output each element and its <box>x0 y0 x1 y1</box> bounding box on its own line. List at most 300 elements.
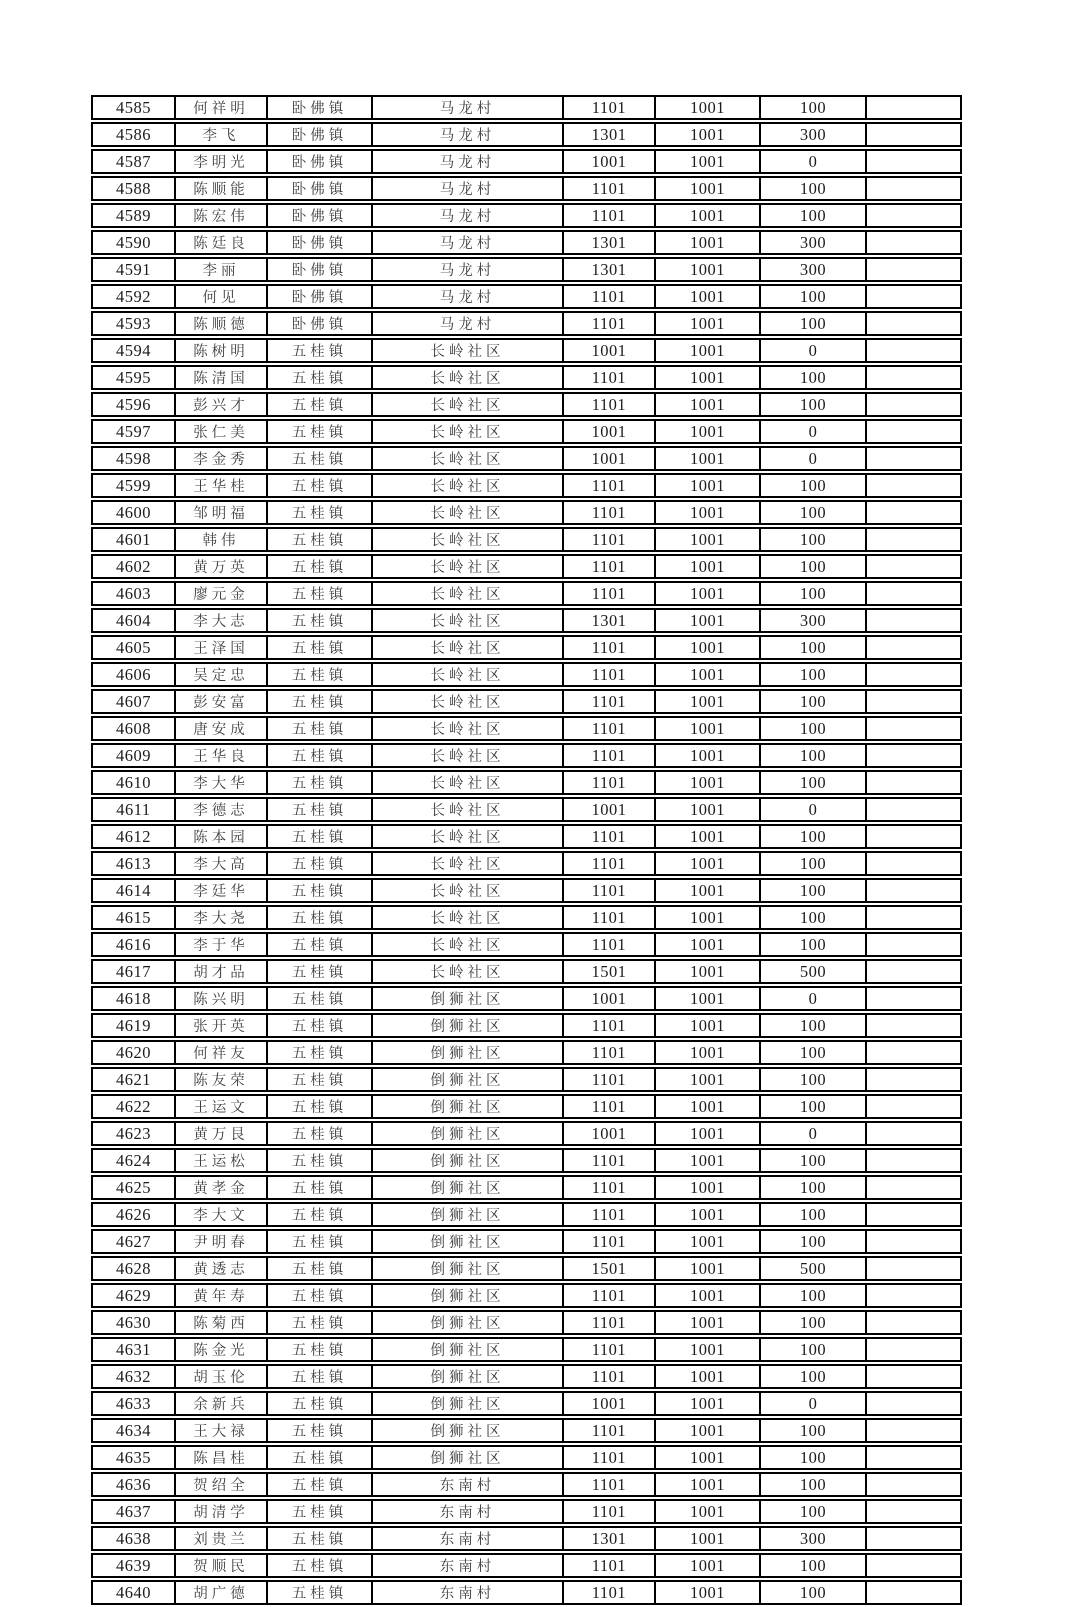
cell-town: 五桂镇 <box>267 554 372 579</box>
table-row <box>91 959 962 984</box>
cell-village: 马龙村 <box>372 284 563 309</box>
cell-note-empty <box>866 203 962 228</box>
cell-person-name: 刘贵兰 <box>175 1526 267 1551</box>
cell-amount-1: 1101 <box>563 1553 655 1578</box>
cell-record-id: 4631 <box>91 1337 175 1362</box>
cell-record-id: 4603 <box>91 581 175 606</box>
cell-record-id: 4593 <box>91 311 175 336</box>
cell-amount-2: 1001 <box>655 338 760 363</box>
cell-town: 五桂镇 <box>267 1553 372 1578</box>
cell-town: 五桂镇 <box>267 635 372 660</box>
cell-note-empty <box>866 770 962 795</box>
cell-amount-3: 100 <box>760 743 866 768</box>
cell-person-name: 王运文 <box>175 1094 267 1119</box>
cell-record-id: 4623 <box>91 1121 175 1146</box>
cell-record-id: 4620 <box>91 1040 175 1065</box>
cell-amount-1: 1301 <box>563 608 655 633</box>
cell-amount-2: 1001 <box>655 1013 760 1038</box>
cell-town: 五桂镇 <box>267 986 372 1011</box>
cell-amount-2: 1001 <box>655 419 760 444</box>
cell-amount-3: 100 <box>760 932 866 957</box>
table-row <box>91 797 962 822</box>
cell-town: 五桂镇 <box>267 1013 372 1038</box>
cell-amount-2: 1001 <box>655 1499 760 1524</box>
cell-amount-1: 1101 <box>563 824 655 849</box>
cell-amount-3: 0 <box>760 1121 866 1146</box>
table-row <box>91 1121 962 1146</box>
cell-person-name: 胡广德 <box>175 1580 267 1605</box>
cell-village: 马龙村 <box>372 311 563 336</box>
table-row <box>91 176 962 201</box>
cell-village: 长岭社区 <box>372 527 563 552</box>
table-row <box>91 1256 962 1281</box>
cell-amount-1: 1101 <box>563 1499 655 1524</box>
cell-town: 五桂镇 <box>267 1148 372 1173</box>
cell-amount-1: 1101 <box>563 473 655 498</box>
table-row <box>91 770 962 795</box>
cell-person-name: 王泽国 <box>175 635 267 660</box>
cell-amount-1: 1501 <box>563 959 655 984</box>
cell-note-empty <box>866 419 962 444</box>
cell-record-id: 4588 <box>91 176 175 201</box>
cell-amount-2: 1001 <box>655 770 760 795</box>
cell-person-name: 廖元金 <box>175 581 267 606</box>
cell-amount-3: 100 <box>760 1013 866 1038</box>
cell-amount-2: 1001 <box>655 1580 760 1605</box>
cell-amount-1: 1101 <box>563 1445 655 1470</box>
cell-amount-2: 1001 <box>655 149 760 174</box>
cell-amount-1: 1101 <box>563 716 655 741</box>
cell-record-id: 4591 <box>91 257 175 282</box>
cell-note-empty <box>866 1067 962 1092</box>
cell-amount-2: 1001 <box>655 203 760 228</box>
table-row <box>91 392 962 417</box>
cell-record-id: 4632 <box>91 1364 175 1389</box>
cell-record-id: 4589 <box>91 203 175 228</box>
cell-amount-1: 1101 <box>563 878 655 903</box>
cell-village: 倒狮社区 <box>372 1418 563 1443</box>
cell-amount-2: 1001 <box>655 986 760 1011</box>
cell-amount-1: 1101 <box>563 851 655 876</box>
table-row <box>91 149 962 174</box>
cell-note-empty <box>866 284 962 309</box>
cell-amount-2: 1001 <box>655 662 760 687</box>
cell-amount-1: 1101 <box>563 365 655 390</box>
cell-note-empty <box>866 986 962 1011</box>
cell-village: 长岭社区 <box>372 824 563 849</box>
cell-village: 倒狮社区 <box>372 1337 563 1362</box>
cell-village: 倒狮社区 <box>372 986 563 1011</box>
cell-town: 五桂镇 <box>267 1040 372 1065</box>
cell-village: 东南村 <box>372 1526 563 1551</box>
cell-amount-2: 1001 <box>655 1148 760 1173</box>
cell-town: 五桂镇 <box>267 1580 372 1605</box>
cell-amount-2: 1001 <box>655 1526 760 1551</box>
cell-person-name: 何见 <box>175 284 267 309</box>
cell-village: 马龙村 <box>372 149 563 174</box>
cell-amount-3: 300 <box>760 122 866 147</box>
cell-note-empty <box>866 1121 962 1146</box>
cell-amount-1: 1001 <box>563 149 655 174</box>
cell-village: 倒狮社区 <box>372 1067 563 1092</box>
cell-amount-2: 1001 <box>655 230 760 255</box>
cell-amount-1: 1101 <box>563 203 655 228</box>
cell-town: 五桂镇 <box>267 1418 372 1443</box>
cell-amount-1: 1101 <box>563 1040 655 1065</box>
cell-village: 长岭社区 <box>372 365 563 390</box>
cell-amount-2: 1001 <box>655 905 760 930</box>
table-row <box>91 203 962 228</box>
cell-note-empty <box>866 1580 962 1605</box>
cell-amount-1: 1001 <box>563 1391 655 1416</box>
cell-amount-1: 1101 <box>563 554 655 579</box>
cell-record-id: 4586 <box>91 122 175 147</box>
cell-note-empty <box>866 1526 962 1551</box>
cell-amount-3: 100 <box>760 1445 866 1470</box>
table-row <box>91 1472 962 1497</box>
cell-amount-3: 0 <box>760 149 866 174</box>
cell-town: 五桂镇 <box>267 770 372 795</box>
cell-town: 卧佛镇 <box>267 203 372 228</box>
cell-amount-2: 1001 <box>655 527 760 552</box>
cell-amount-3: 0 <box>760 446 866 471</box>
cell-note-empty <box>866 1337 962 1362</box>
cell-person-name: 余新兵 <box>175 1391 267 1416</box>
cell-note-empty <box>866 1175 962 1200</box>
cell-amount-3: 300 <box>760 257 866 282</box>
table-row <box>91 500 962 525</box>
cell-amount-3: 100 <box>760 878 866 903</box>
cell-town: 卧佛镇 <box>267 230 372 255</box>
cell-note-empty <box>866 338 962 363</box>
cell-amount-2: 1001 <box>655 1175 760 1200</box>
table-row <box>91 1283 962 1308</box>
cell-town: 五桂镇 <box>267 581 372 606</box>
cell-amount-1: 1101 <box>563 662 655 687</box>
cell-amount-2: 1001 <box>655 473 760 498</box>
table-row <box>91 1526 962 1551</box>
cell-amount-3: 100 <box>760 662 866 687</box>
cell-amount-1: 1001 <box>563 1121 655 1146</box>
cell-person-name: 李飞 <box>175 122 267 147</box>
cell-person-name: 唐安成 <box>175 716 267 741</box>
cell-amount-3: 500 <box>760 959 866 984</box>
cell-amount-3: 100 <box>760 1229 866 1254</box>
cell-person-name: 陈廷良 <box>175 230 267 255</box>
cell-town: 卧佛镇 <box>267 176 372 201</box>
cell-person-name: 李金秀 <box>175 446 267 471</box>
cell-amount-3: 100 <box>760 851 866 876</box>
cell-amount-1: 1101 <box>563 95 655 120</box>
cell-person-name: 陈友荣 <box>175 1067 267 1092</box>
cell-person-name: 陈本园 <box>175 824 267 849</box>
cell-town: 五桂镇 <box>267 1121 372 1146</box>
cell-town: 五桂镇 <box>267 1472 372 1497</box>
cell-note-empty <box>866 581 962 606</box>
cell-village: 长岭社区 <box>372 959 563 984</box>
table-row <box>91 1580 962 1605</box>
table-row <box>91 122 962 147</box>
cell-amount-2: 1001 <box>655 608 760 633</box>
cell-person-name: 吴定忠 <box>175 662 267 687</box>
cell-town: 五桂镇 <box>267 1094 372 1119</box>
cell-amount-1: 1101 <box>563 1094 655 1119</box>
cell-amount-2: 1001 <box>655 851 760 876</box>
cell-town: 五桂镇 <box>267 338 372 363</box>
cell-amount-1: 1101 <box>563 527 655 552</box>
cell-amount-2: 1001 <box>655 1445 760 1470</box>
cell-amount-1: 1101 <box>563 1283 655 1308</box>
cell-amount-2: 1001 <box>655 878 760 903</box>
cell-note-empty <box>866 932 962 957</box>
table-row <box>91 311 962 336</box>
cell-note-empty <box>866 365 962 390</box>
cell-note-empty <box>866 122 962 147</box>
cell-person-name: 李大高 <box>175 851 267 876</box>
cell-village: 长岭社区 <box>372 446 563 471</box>
cell-person-name: 何祥友 <box>175 1040 267 1065</box>
cell-village: 倒狮社区 <box>372 1202 563 1227</box>
cell-person-name: 陈顺能 <box>175 176 267 201</box>
cell-note-empty <box>866 1229 962 1254</box>
cell-amount-2: 1001 <box>655 959 760 984</box>
cell-amount-3: 300 <box>760 230 866 255</box>
cell-person-name: 胡清学 <box>175 1499 267 1524</box>
cell-record-id: 4607 <box>91 689 175 714</box>
table-row <box>91 878 962 903</box>
cell-amount-1: 1101 <box>563 905 655 930</box>
cell-amount-3: 100 <box>760 1283 866 1308</box>
cell-note-empty <box>866 662 962 687</box>
cell-note-empty <box>866 1499 962 1524</box>
cell-amount-1: 1101 <box>563 1364 655 1389</box>
cell-amount-3: 100 <box>760 392 866 417</box>
table-row <box>91 1202 962 1227</box>
cell-town: 五桂镇 <box>267 527 372 552</box>
cell-town: 五桂镇 <box>267 473 372 498</box>
cell-village: 长岭社区 <box>372 716 563 741</box>
cell-town: 五桂镇 <box>267 1337 372 1362</box>
cell-note-empty <box>866 851 962 876</box>
cell-amount-1: 1101 <box>563 932 655 957</box>
cell-person-name: 李丽 <box>175 257 267 282</box>
cell-amount-2: 1001 <box>655 1094 760 1119</box>
cell-person-name: 王大禄 <box>175 1418 267 1443</box>
table-row <box>91 527 962 552</box>
cell-village: 倒狮社区 <box>372 1445 563 1470</box>
cell-village: 倒狮社区 <box>372 1148 563 1173</box>
table-row <box>91 743 962 768</box>
cell-village: 东南村 <box>372 1472 563 1497</box>
cell-note-empty <box>866 473 962 498</box>
cell-record-id: 4628 <box>91 1256 175 1281</box>
table-row <box>91 1391 962 1416</box>
cell-person-name: 彭安富 <box>175 689 267 714</box>
cell-town: 五桂镇 <box>267 716 372 741</box>
cell-amount-1: 1101 <box>563 1067 655 1092</box>
table-row <box>91 554 962 579</box>
cell-record-id: 4639 <box>91 1553 175 1578</box>
cell-note-empty <box>866 878 962 903</box>
cell-record-id: 4624 <box>91 1148 175 1173</box>
cell-person-name: 尹明春 <box>175 1229 267 1254</box>
table-row <box>91 338 962 363</box>
cell-village: 东南村 <box>372 1580 563 1605</box>
cell-amount-1: 1101 <box>563 1418 655 1443</box>
cell-amount-2: 1001 <box>655 581 760 606</box>
cell-note-empty <box>866 1310 962 1335</box>
cell-amount-3: 100 <box>760 527 866 552</box>
table-row <box>91 419 962 444</box>
cell-village: 倒狮社区 <box>372 1040 563 1065</box>
cell-amount-1: 1101 <box>563 1148 655 1173</box>
table-row <box>91 1229 962 1254</box>
cell-record-id: 4625 <box>91 1175 175 1200</box>
cell-amount-3: 100 <box>760 500 866 525</box>
cell-amount-1: 1101 <box>563 500 655 525</box>
cell-record-id: 4611 <box>91 797 175 822</box>
cell-amount-2: 1001 <box>655 1067 760 1092</box>
cell-note-empty <box>866 1364 962 1389</box>
cell-town: 五桂镇 <box>267 608 372 633</box>
cell-record-id: 4601 <box>91 527 175 552</box>
cell-village: 长岭社区 <box>372 851 563 876</box>
cell-village: 长岭社区 <box>372 581 563 606</box>
cell-person-name: 韩伟 <box>175 527 267 552</box>
cell-village: 长岭社区 <box>372 392 563 417</box>
table-row <box>91 1310 962 1335</box>
cell-town: 卧佛镇 <box>267 95 372 120</box>
cell-note-empty <box>866 527 962 552</box>
cell-record-id: 4612 <box>91 824 175 849</box>
cell-amount-2: 1001 <box>655 1472 760 1497</box>
cell-amount-1: 1101 <box>563 311 655 336</box>
cell-town: 五桂镇 <box>267 878 372 903</box>
cell-town: 五桂镇 <box>267 1445 372 1470</box>
cell-amount-2: 1001 <box>655 1391 760 1416</box>
cell-amount-1: 1301 <box>563 122 655 147</box>
cell-note-empty <box>866 500 962 525</box>
cell-record-id: 4600 <box>91 500 175 525</box>
cell-record-id: 4596 <box>91 392 175 417</box>
cell-amount-1: 1001 <box>563 338 655 363</box>
cell-amount-3: 100 <box>760 1067 866 1092</box>
cell-record-id: 4599 <box>91 473 175 498</box>
cell-record-id: 4602 <box>91 554 175 579</box>
cell-town: 五桂镇 <box>267 824 372 849</box>
cell-amount-3: 100 <box>760 1337 866 1362</box>
cell-amount-1: 1101 <box>563 284 655 309</box>
cell-amount-2: 1001 <box>655 95 760 120</box>
cell-note-empty <box>866 311 962 336</box>
cell-person-name: 黄孝金 <box>175 1175 267 1200</box>
cell-person-name: 黄万艮 <box>175 1121 267 1146</box>
table-row <box>91 95 962 120</box>
cell-amount-1: 1101 <box>563 1472 655 1497</box>
table-row <box>91 1553 962 1578</box>
cell-village: 长岭社区 <box>372 554 563 579</box>
table-row <box>91 473 962 498</box>
cell-amount-2: 1001 <box>655 122 760 147</box>
cell-record-id: 4587 <box>91 149 175 174</box>
cell-amount-1: 1001 <box>563 797 655 822</box>
cell-note-empty <box>866 1553 962 1578</box>
cell-record-id: 4598 <box>91 446 175 471</box>
cell-village: 倒狮社区 <box>372 1229 563 1254</box>
cell-village: 倒狮社区 <box>372 1256 563 1281</box>
cell-amount-3: 100 <box>760 1472 866 1497</box>
cell-person-name: 李大华 <box>175 770 267 795</box>
cell-village: 倒狮社区 <box>372 1121 563 1146</box>
table-row <box>91 1094 962 1119</box>
cell-record-id: 4595 <box>91 365 175 390</box>
cell-town: 五桂镇 <box>267 1175 372 1200</box>
cell-town: 五桂镇 <box>267 932 372 957</box>
cell-town: 五桂镇 <box>267 689 372 714</box>
cell-town: 五桂镇 <box>267 392 372 417</box>
cell-person-name: 李廷华 <box>175 878 267 903</box>
cell-town: 五桂镇 <box>267 1283 372 1308</box>
table-row <box>91 365 962 390</box>
cell-town: 卧佛镇 <box>267 149 372 174</box>
cell-village: 长岭社区 <box>372 932 563 957</box>
table-row <box>91 689 962 714</box>
table-row <box>91 581 962 606</box>
cell-amount-2: 1001 <box>655 311 760 336</box>
cell-record-id: 4621 <box>91 1067 175 1092</box>
cell-record-id: 4605 <box>91 635 175 660</box>
cell-amount-1: 1101 <box>563 1229 655 1254</box>
cell-town: 五桂镇 <box>267 1229 372 1254</box>
cell-note-empty <box>866 1256 962 1281</box>
cell-village: 马龙村 <box>372 203 563 228</box>
cell-note-empty <box>866 1472 962 1497</box>
cell-amount-3: 100 <box>760 635 866 660</box>
cell-person-name: 邹明福 <box>175 500 267 525</box>
cell-person-name: 王华桂 <box>175 473 267 498</box>
cell-amount-1: 1101 <box>563 770 655 795</box>
cell-town: 卧佛镇 <box>267 311 372 336</box>
table-row <box>91 446 962 471</box>
cell-record-id: 4636 <box>91 1472 175 1497</box>
table-row <box>91 905 962 930</box>
cell-amount-1: 1001 <box>563 986 655 1011</box>
cell-amount-1: 1101 <box>563 743 655 768</box>
cell-amount-2: 1001 <box>655 635 760 660</box>
cell-village: 长岭社区 <box>372 689 563 714</box>
cell-person-name: 黄年寿 <box>175 1283 267 1308</box>
cell-person-name: 李大志 <box>175 608 267 633</box>
cell-village: 马龙村 <box>372 95 563 120</box>
cell-amount-2: 1001 <box>655 176 760 201</box>
cell-amount-3: 100 <box>760 689 866 714</box>
cell-person-name: 陈金光 <box>175 1337 267 1362</box>
cell-note-empty <box>866 608 962 633</box>
cell-village: 长岭社区 <box>372 608 563 633</box>
cell-amount-2: 1001 <box>655 554 760 579</box>
cell-amount-3: 100 <box>760 1310 866 1335</box>
cell-amount-3: 100 <box>760 1553 866 1578</box>
cell-amount-2: 1001 <box>655 257 760 282</box>
records-table-body <box>91 95 962 1605</box>
cell-amount-1: 1101 <box>563 392 655 417</box>
cell-town: 五桂镇 <box>267 743 372 768</box>
cell-amount-3: 100 <box>760 203 866 228</box>
cell-person-name: 黄透志 <box>175 1256 267 1281</box>
cell-village: 倒狮社区 <box>372 1094 563 1119</box>
cell-person-name: 陈顺德 <box>175 311 267 336</box>
cell-amount-3: 100 <box>760 1499 866 1524</box>
